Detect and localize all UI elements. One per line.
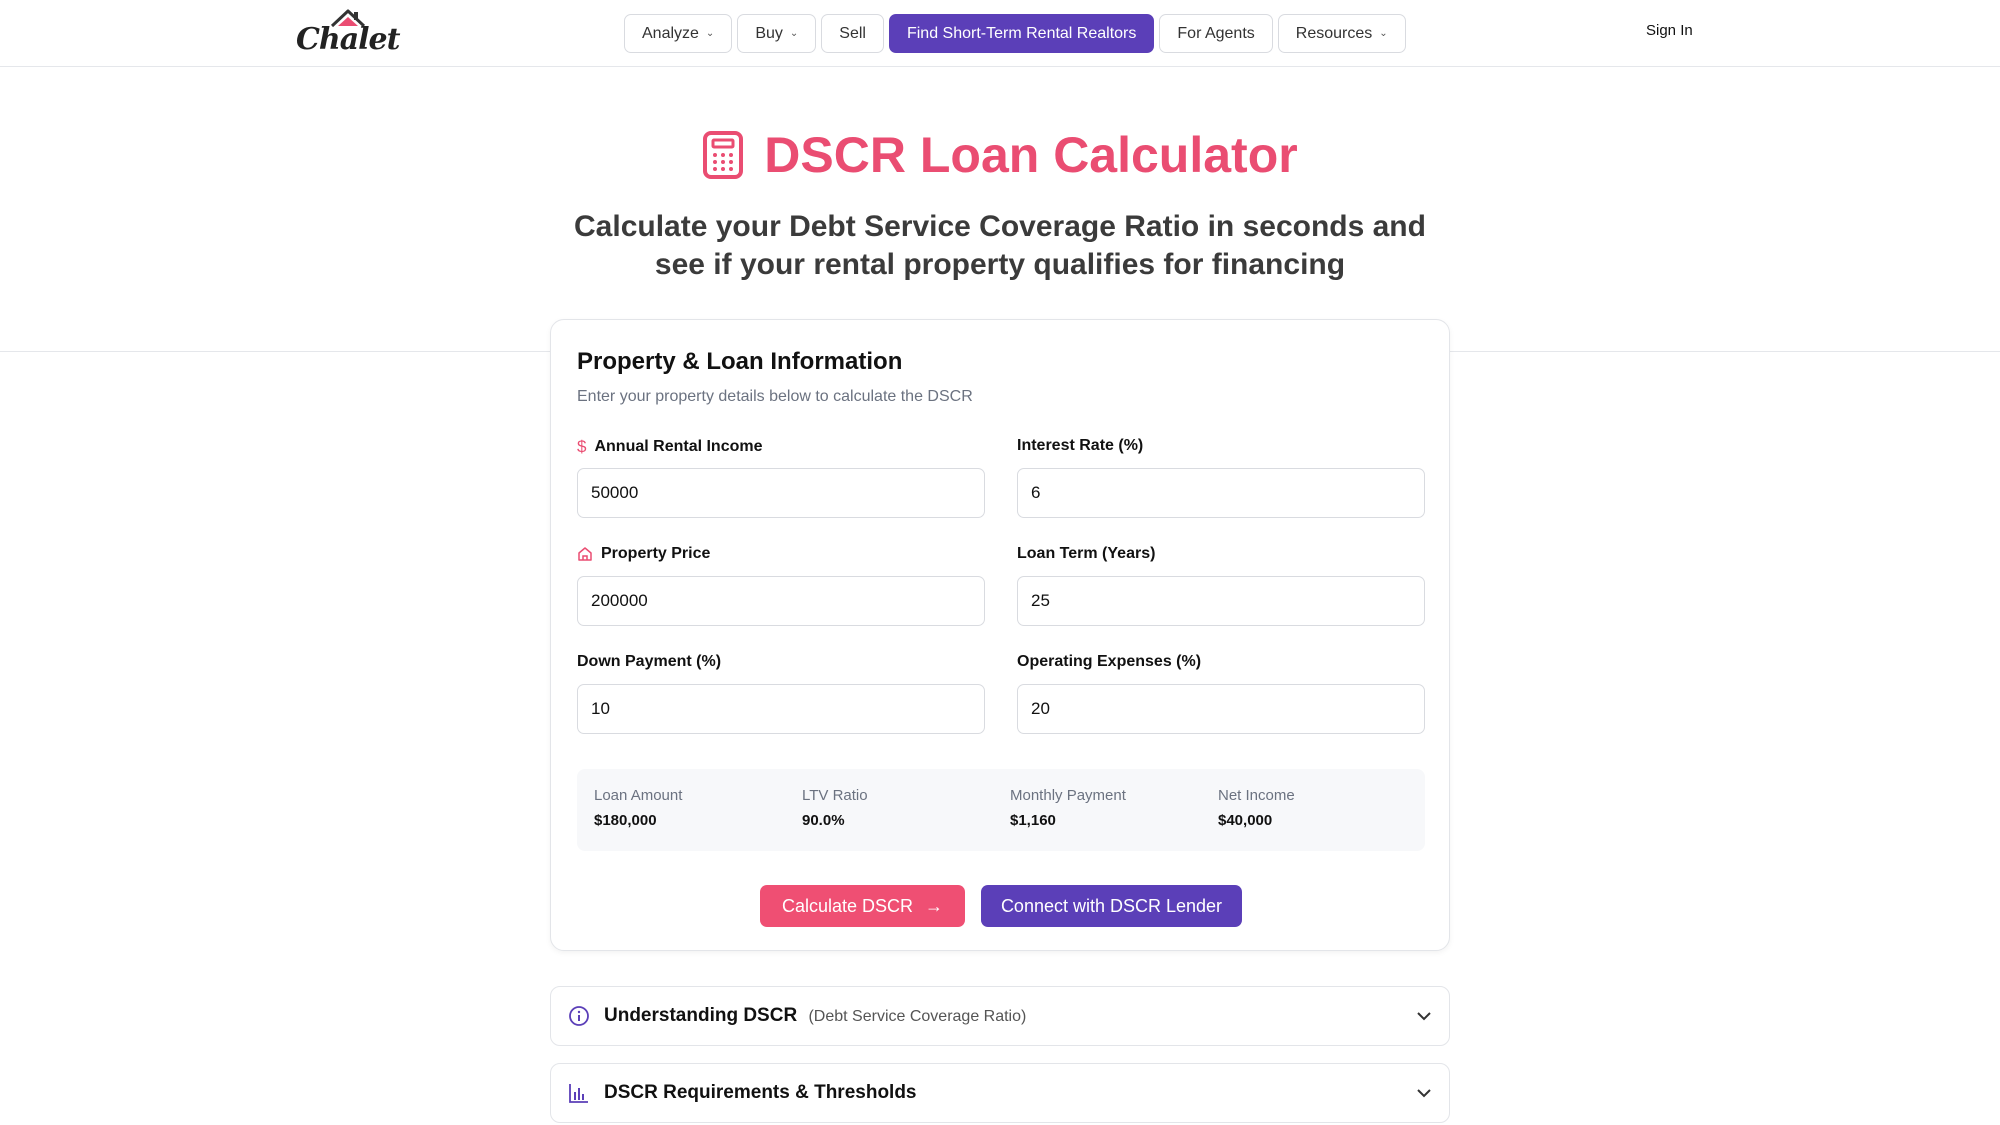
sign-in-link[interactable]: Sign In [1646,22,1693,39]
summary-loan-amount [594,787,682,829]
summary-value: $1,160 [1010,812,1056,829]
summary-net-income [1218,787,1295,829]
label-text: Down Payment (%) [577,653,722,670]
accordion-title-note: (Debt Service Coverage Ratio) [808,1008,1027,1025]
down-payment-input[interactable] [577,684,985,734]
label-text: Interest Rate (%) [1017,437,1144,454]
nav-resources[interactable] [1278,14,1406,53]
nav-label: Find Short-Term Rental Realtors [906,24,1137,42]
nav-sell[interactable] [821,14,884,53]
arrow-right-icon: → [925,895,944,916]
accordion-understanding-dscr[interactable] [550,986,1450,1046]
hero-title [0,126,2000,184]
summary-ltv-ratio [802,787,868,829]
operating-expenses-label [1017,653,1201,671]
accordion-title [604,1005,1026,1027]
summary-value: $40,000 [1218,812,1273,829]
card-description: Enter your property details below to calculate the DSCR [577,388,973,405]
label-text: Operating Expenses (%) [1017,653,1202,670]
nav-analyze[interactable] [624,14,732,53]
interest-rate-input[interactable] [1017,468,1425,518]
summary-value: $180,000 [594,812,657,829]
page-subtitle: Calculate your Debt Service Coverage Ratio in seconds and see if your rental property qualifies for financing [574,210,1426,281]
nav-buy[interactable] [737,14,816,53]
interest-rate-label [1017,437,1143,455]
summary-monthly-payment [1010,787,1126,829]
chevron-down-icon [1416,1011,1432,1021]
accordion-title-text: Understanding DSCR [604,1005,798,1026]
label-text: Annual Rental Income [594,438,763,455]
property-price-input[interactable] [577,576,985,626]
chevron-down-icon: ⌄ [1379,28,1388,39]
chevron-down-icon: ⌄ [789,28,799,39]
calculator-card [550,319,1450,951]
info-icon [568,1005,590,1027]
loan-summary [577,769,1425,851]
chevron-down-icon [1416,1088,1432,1098]
nav-label: Sell [839,24,866,42]
summary-label: Loan Amount [594,787,683,804]
down-payment-label [577,653,721,671]
bar-chart-icon [568,1082,590,1104]
calculator-icon [702,131,744,179]
page-title: DSCR Loan Calculator [764,127,1298,183]
nav-for-agents[interactable] [1159,14,1272,53]
button-label: Calculate DSCR [781,895,914,916]
summary-label: Monthly Payment [1010,787,1126,804]
accordion-title: DSCR Requirements & Thresholds [604,1082,917,1103]
calculate-dscr-button[interactable] [760,885,965,927]
operating-expenses-input[interactable] [1017,684,1425,734]
nav-label: Buy [755,24,783,42]
annual-rental-income-label [577,437,763,457]
property-price-label [577,545,710,563]
nav-label: Analyze [642,24,699,42]
label-text: Loan Term (Years) [1017,545,1156,562]
annual-rental-income-input[interactable] [577,468,985,518]
summary-label: Net Income [1218,787,1295,804]
logo-wordmark: Chalet [296,22,400,57]
connect-lender-button[interactable]: Connect with DSCR Lender [981,885,1242,927]
main-nav [624,14,1406,53]
summary-label: LTV Ratio [802,787,868,804]
dollar-icon: $ [577,437,587,456]
chalet-logo[interactable] [296,8,400,58]
top-nav-bar [0,0,2000,67]
nav-label: For Agents [1177,24,1255,42]
loan-term-label [1017,545,1155,563]
nav-find-realtors[interactable] [889,14,1154,53]
label-text: Property Price [601,545,711,562]
card-title: Property & Loan Information [577,348,903,375]
nav-label: Resources [1295,24,1373,42]
loan-term-input[interactable] [1017,576,1425,626]
home-icon [577,546,593,562]
accordion-dscr-requirements[interactable] [550,1063,1450,1123]
chevron-down-icon: ⌄ [705,28,715,39]
summary-value: 90.0% [802,812,845,829]
